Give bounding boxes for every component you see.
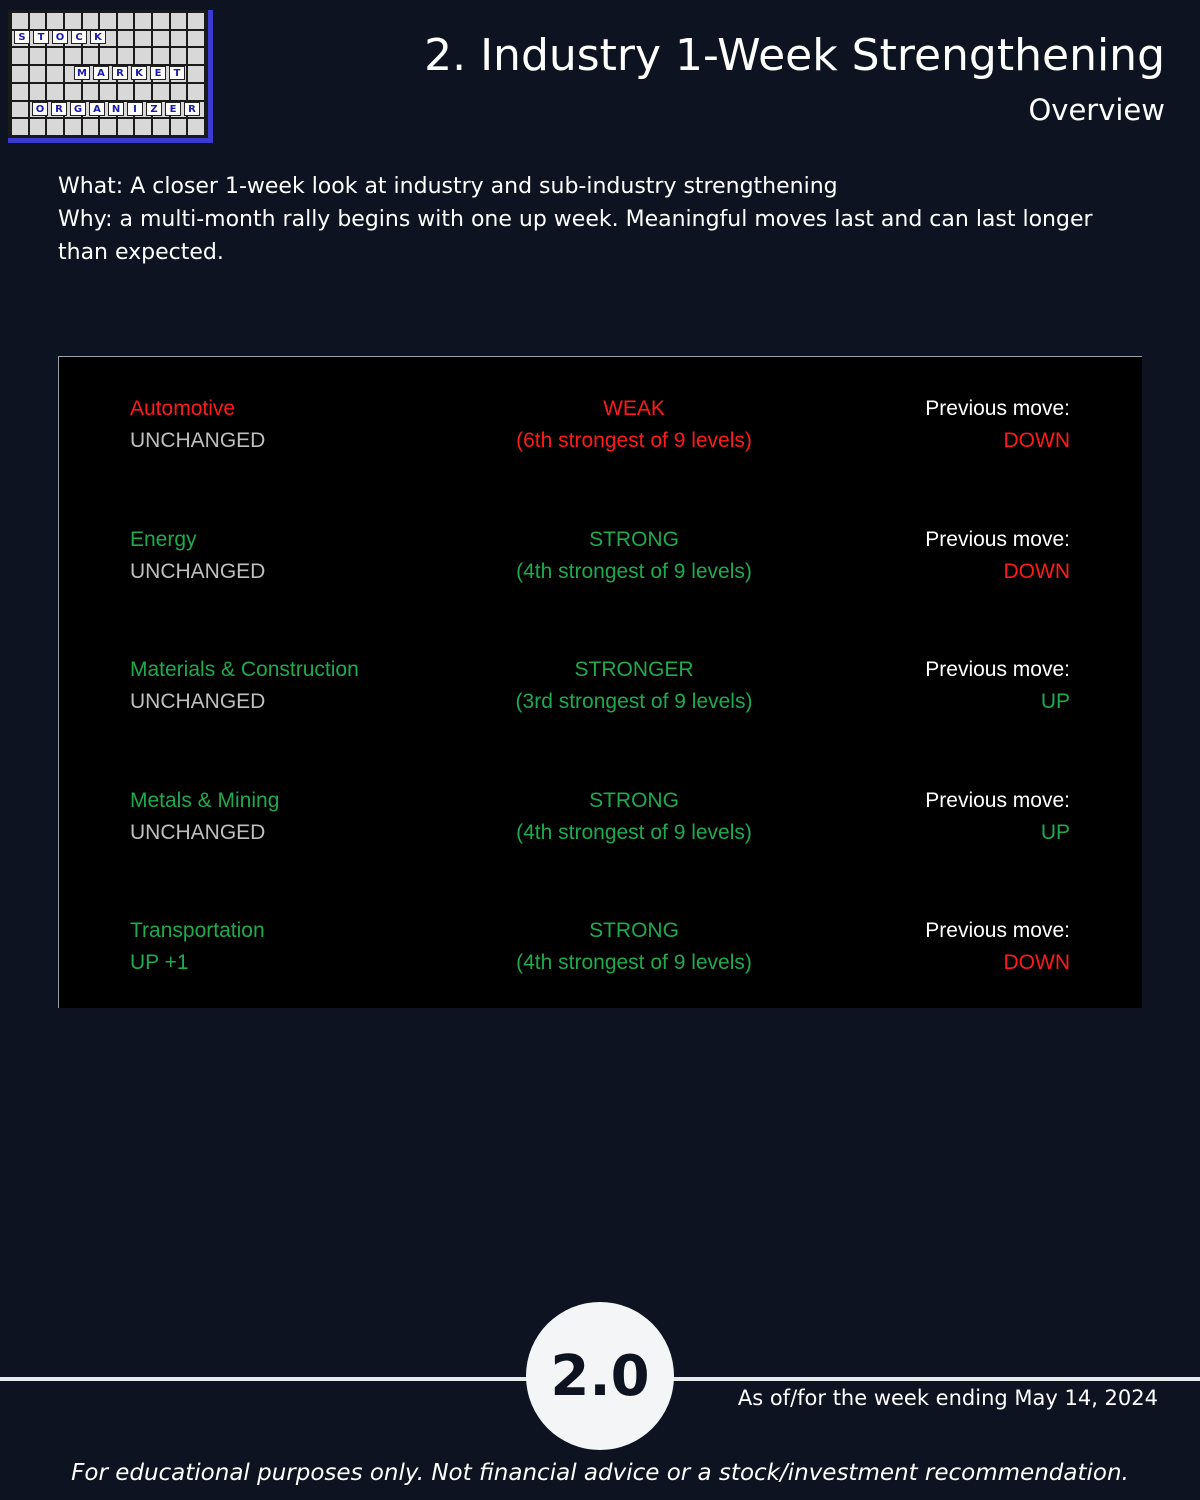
logo-grid-cell	[47, 13, 63, 29]
industry-row	[59, 785, 1142, 855]
logo-grid-cell	[171, 119, 187, 135]
logo-letter-tile: K	[131, 66, 147, 80]
page-number-badge: 2.0	[526, 1302, 674, 1450]
logo-grid-cell	[118, 48, 134, 64]
strength-level: (4th strongest of 9 levels)	[516, 560, 752, 583]
logo-grid-cell	[153, 13, 169, 29]
logo-grid-cell	[118, 119, 134, 135]
industry-name: Transportation	[130, 919, 265, 942]
logo-grid-cell	[30, 84, 46, 100]
logo-grid-cell	[118, 84, 134, 100]
footer-divider-left	[0, 1377, 530, 1381]
strength-info	[516, 393, 752, 457]
logo-grid-cell	[171, 84, 187, 100]
industry-change: UNCHANGED	[130, 429, 266, 452]
logo-letter-tile: I	[127, 102, 143, 116]
logo-grid-cell	[30, 13, 46, 29]
logo-grid-cell	[12, 13, 28, 29]
logo-grid-cell	[30, 66, 46, 82]
logo-grid-cell	[65, 119, 81, 135]
previous-move-label: Previous move:	[925, 397, 1070, 420]
industry-row	[59, 915, 1142, 985]
strength-info	[516, 785, 752, 849]
logo-letter-tile: E	[150, 66, 166, 80]
strength-info	[516, 915, 752, 979]
logo-grid-cell	[188, 31, 204, 47]
industry-row	[59, 393, 1142, 463]
logo-letter-tile: R	[112, 66, 128, 80]
previous-move-value: DOWN	[1003, 429, 1070, 452]
industry-name: Metals & Mining	[130, 789, 280, 812]
industry-change: UNCHANGED	[130, 821, 266, 844]
logo-grid-cell	[30, 48, 46, 64]
logo-grid-cell	[100, 48, 116, 64]
logo-grid-cell	[100, 13, 116, 29]
logo-grid-cell	[153, 31, 169, 47]
logo-letter-tile: R	[51, 102, 67, 116]
logo-letter-tile: A	[89, 102, 105, 116]
previous-move-label: Previous move:	[925, 528, 1070, 551]
logo-grid-cell	[83, 13, 99, 29]
strength-info	[516, 654, 753, 718]
logo-grid-cell	[83, 48, 99, 64]
footer-divider-right	[670, 1377, 1200, 1381]
industry-info	[130, 393, 265, 457]
intro-why: Why: a multi-month rally begins with one up week. Meaningful moves last and can last longer than expected.	[58, 207, 1093, 265]
previous-move-value: DOWN	[1003, 560, 1070, 583]
industry-info	[130, 785, 279, 849]
strength-level: (3rd strongest of 9 levels)	[515, 690, 753, 713]
logo-grid-cell	[188, 66, 204, 82]
strength-rating: STRONG	[589, 789, 679, 812]
previous-move-info	[925, 524, 1070, 588]
logo-grid-cell	[135, 31, 151, 47]
previous-move-info	[925, 915, 1070, 979]
industry-row	[59, 524, 1142, 594]
logo-grid-cell	[47, 84, 63, 100]
logo-grid-cell	[188, 84, 204, 100]
logo-letter-tile: C	[71, 30, 87, 44]
logo-grid-cell	[47, 66, 63, 82]
logo-letter-tile: Z	[146, 102, 162, 116]
previous-move-info	[925, 654, 1070, 718]
as-of-date: As of/for the week ending May 14, 2024	[737, 1386, 1158, 1410]
strength-level: (4th strongest of 9 levels)	[516, 951, 752, 974]
page-subtitle: Overview	[1028, 93, 1165, 127]
intro-what: What: A closer 1-week look at industry and sub-industry strengthening	[58, 174, 838, 199]
logo-grid-cell	[153, 119, 169, 135]
logo-grid-cell	[188, 119, 204, 135]
logo-grid-cell	[135, 48, 151, 64]
logo-grid-cell	[65, 48, 81, 64]
disclaimer: For educational purposes only. Not financial advice or a stock/investment recommendation.	[71, 1460, 1129, 1486]
previous-move-info	[925, 393, 1070, 457]
industry-change: UNCHANGED	[130, 690, 266, 713]
previous-move-info	[925, 785, 1070, 849]
logo-grid-cell	[171, 13, 187, 29]
logo-letter-tile: O	[32, 102, 48, 116]
logo-letter-tile: O	[52, 30, 68, 44]
industry-info	[130, 654, 359, 718]
industry-change: UNCHANGED	[130, 560, 266, 583]
strength-rating: STRONGER	[574, 658, 694, 681]
logo-grid-cell	[47, 119, 63, 135]
logo-letter-tile: S	[14, 30, 30, 44]
industry-info	[130, 524, 265, 588]
logo-grid-cell	[118, 13, 134, 29]
industry-change: UP +1	[130, 951, 189, 974]
logo-letter-tile: A	[93, 66, 109, 80]
previous-move-value: DOWN	[1003, 951, 1070, 974]
logo-grid-cell	[12, 66, 28, 82]
industry-info	[130, 915, 265, 979]
logo-grid-cell	[153, 84, 169, 100]
strength-level: (6th strongest of 9 levels)	[516, 429, 752, 452]
logo-grid-cell	[47, 48, 63, 64]
industry-name: Materials & Construction	[130, 658, 359, 681]
strength-rating: STRONG	[589, 919, 679, 942]
logo-grid-cell	[83, 119, 99, 135]
page-title: 2. Industry 1-Week Strengthening	[424, 30, 1165, 81]
logo-grid-cell	[135, 119, 151, 135]
logo-grid-cell	[135, 84, 151, 100]
stock-market-organizer-logo	[8, 10, 213, 143]
logo-letter-tile: N	[108, 102, 124, 116]
previous-move-value: UP	[1040, 690, 1070, 713]
logo-grid-cell	[100, 119, 116, 135]
logo-grid-cell	[171, 31, 187, 47]
logo-letter-tile: E	[165, 102, 181, 116]
logo-grid-cell	[12, 84, 28, 100]
logo-grid-cell	[100, 84, 116, 100]
logo-grid-cell	[83, 84, 99, 100]
logo-letter-tile: M	[74, 66, 90, 80]
logo-grid-cell	[188, 13, 204, 29]
logo-grid-cell	[65, 13, 81, 29]
previous-move-label: Previous move:	[925, 919, 1070, 942]
strength-info	[516, 524, 752, 588]
previous-move-label: Previous move:	[925, 789, 1070, 812]
logo-grid-cell	[188, 48, 204, 64]
logo-grid-cell	[171, 48, 187, 64]
industry-name: Energy	[130, 528, 197, 551]
logo-grid-cell	[153, 48, 169, 64]
strength-rating: STRONG	[589, 528, 679, 551]
strength-level: (4th strongest of 9 levels)	[516, 821, 752, 844]
previous-move-label: Previous move:	[925, 658, 1070, 681]
logo-grid-cell	[135, 13, 151, 29]
intro-text	[58, 170, 1148, 269]
logo-letter-tile: T	[169, 66, 185, 80]
logo-grid-cell	[30, 119, 46, 135]
industry-strength-panel	[58, 356, 1142, 1008]
industry-name: Automotive	[130, 397, 236, 420]
logo-letter-tile: G	[70, 102, 86, 116]
logo-letter-tile: T	[33, 30, 49, 44]
logo-grid-cell	[65, 84, 81, 100]
logo-grid-cell	[118, 31, 134, 47]
logo-letter-tile: K	[90, 30, 106, 44]
industry-row	[59, 654, 1142, 724]
logo-grid-cell	[12, 48, 28, 64]
logo-letter-tile: R	[184, 102, 200, 116]
logo-grid-cell	[12, 119, 28, 135]
logo-grid-cell	[12, 102, 28, 118]
previous-move-value: UP	[1040, 821, 1070, 844]
strength-rating: WEAK	[603, 397, 665, 420]
